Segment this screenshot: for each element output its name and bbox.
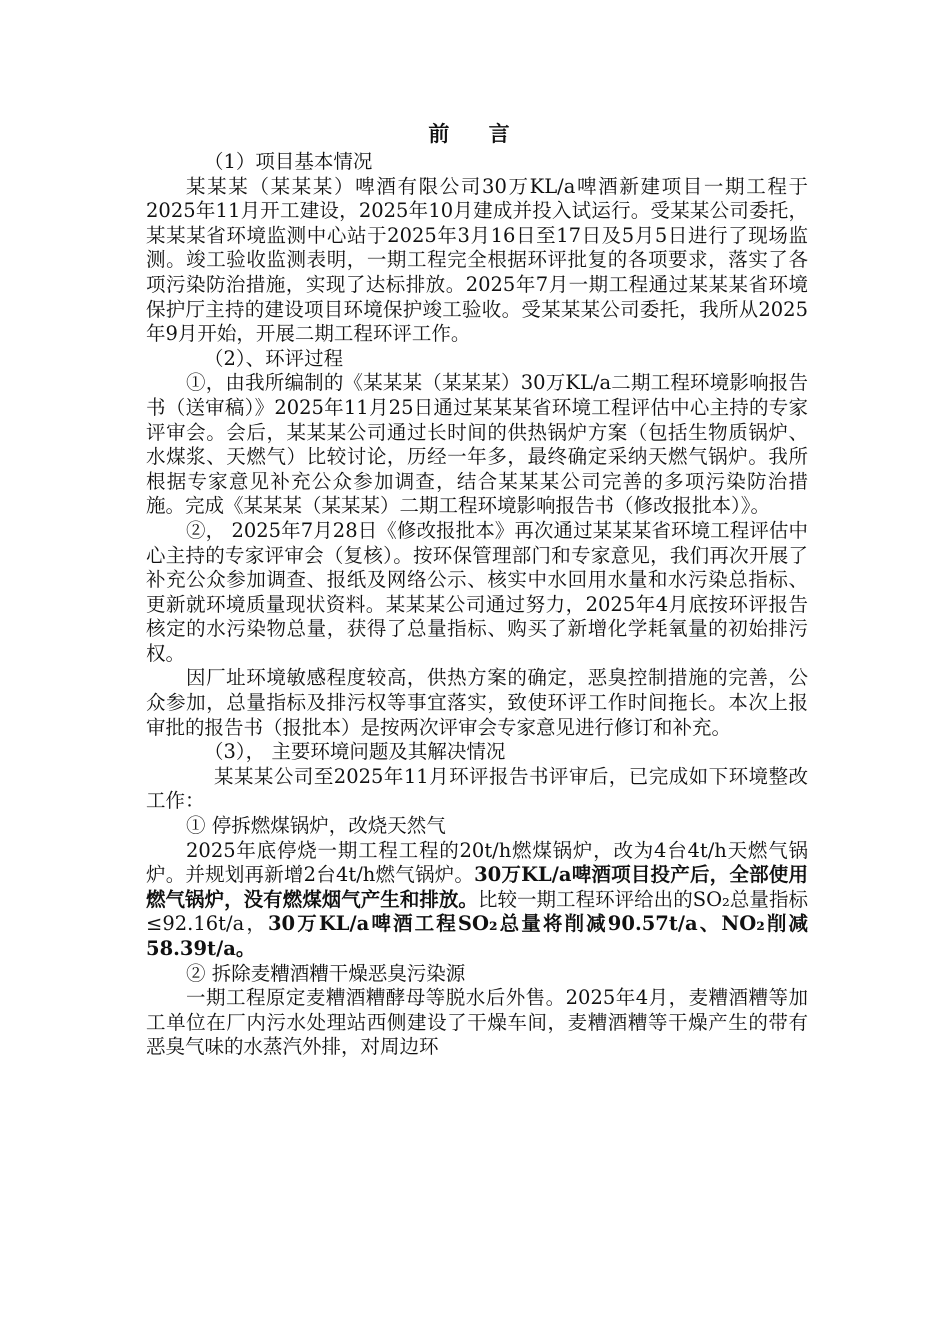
section-2-paragraph-2: ②， 2025年7月28日《修改报批本》再次通过某某某省环境工程评估中心主持的专家评审会（复核）。按环保管理部门和专家意见，我们再次开展了补充公众参加调查、报纸及网络公示、核实中水回用水量和水污染总指标、更新就环境质量现状资料。某某某公司通过努力，2025年4月底按环评报告核定的水污染物总量，获得了总量指标、购买了新增化学耗氧量的初始排污权。 (146, 518, 808, 665)
item-1-title: ① 停拆燃煤锅炉，改烧天然气 (186, 814, 446, 838)
item-1-text-d: 30万KL/a啤酒工程SO₂总量将削减90.57t/a、NO₂削减58.39t/a。 (146, 912, 809, 960)
section-1-heading: （1）项目基本情况 (204, 150, 373, 173)
document-page (146, 118, 808, 1060)
page-title: 前 言 (428, 121, 526, 146)
item-1-paragraph (146, 839, 808, 962)
item-1-text-b: 30万KL/a啤酒项目投产后，全部使用燃气锅炉，没有燃煤烟气产生和排放。 (146, 863, 808, 911)
section-3-heading: （3）， 主要环境问题及其解决情况 (204, 740, 506, 764)
section-1-paragraph: 某某某（某某某）啤酒有限公司30万KL/a啤酒新建项目一期工程于2025年11月开工建设，2025年10月建成并投入试运行。受某某公司委托，某某某省环境监测中心站于2025年3月16日至17日及5月5日进行了现场监测。竣工验收监测表明，一期工程完全根据环评批复的各项要求，落实了各项污染防治措施，实现了达标排放。2025年7月一期工程通过某某某省环境保护厅主持的建设项目环境保护竣工验收。受某某某公司委托，我所从2025年9月开始，开展二期工程环评工作。 (146, 174, 808, 346)
item-1-text-c: 比较一期工程环评给出的SO₂总量指标≤92.16t/a， (146, 887, 808, 936)
section-3-intro: 某某某公司至2025年11月环评报告书评审后，已完成如下环境整改工作： (146, 764, 808, 813)
item-2-title: ② 拆除麦糟酒糟干燥恶臭污染源 (186, 961, 466, 985)
item-2-paragraph: 一期工程原定麦糟酒糟酵母等脱水后外售。2025年4月，麦糟酒糟等加工单位在厂内污水处理站西侧建设了干燥车间，麦糟酒糟等干燥产生的带有恶臭气味的水蒸汽外排，对周边环 (146, 986, 808, 1059)
item-1-text-a: 2025年底停烧一期工程工程的20t/h燃煤锅炉，改为4台4t/h天燃气锅炉。并规划再新增2台4t/h燃气锅炉。 (146, 838, 808, 887)
section-2-paragraph-1: ①，由我所编制的《某某某（某某某）30万KL/a二期工程环境影响报告书（送审稿）》2025年11月25日通过某某某省环境工程评估中心主持的专家评审会。会后，某某某公司通过长时间的供热锅炉方案（包括生物质锅炉、水煤浆、天燃气）比较讨论，历经一年多，最终确定采纳天燃气锅炉。我所根据专家意见补充公众参加调查，结合某某某公司完善的多项污染防治措施。完成《某某某（某某某）二期工程环境影响报告书（修改报批本）》。 (146, 371, 808, 518)
section-2-heading: （2）、环评过程 (204, 346, 344, 370)
section-2-paragraph-3: 因厂址环境敏感程度较高，供热方案的确定，恶臭控制措施的完善，公众参加，总量指标及排污权等事宜落实，致使环评工作时间拖长。本次上报审批的报告书（报批本）是按两次评审会专家意见进行修订和补充。 (146, 666, 808, 739)
